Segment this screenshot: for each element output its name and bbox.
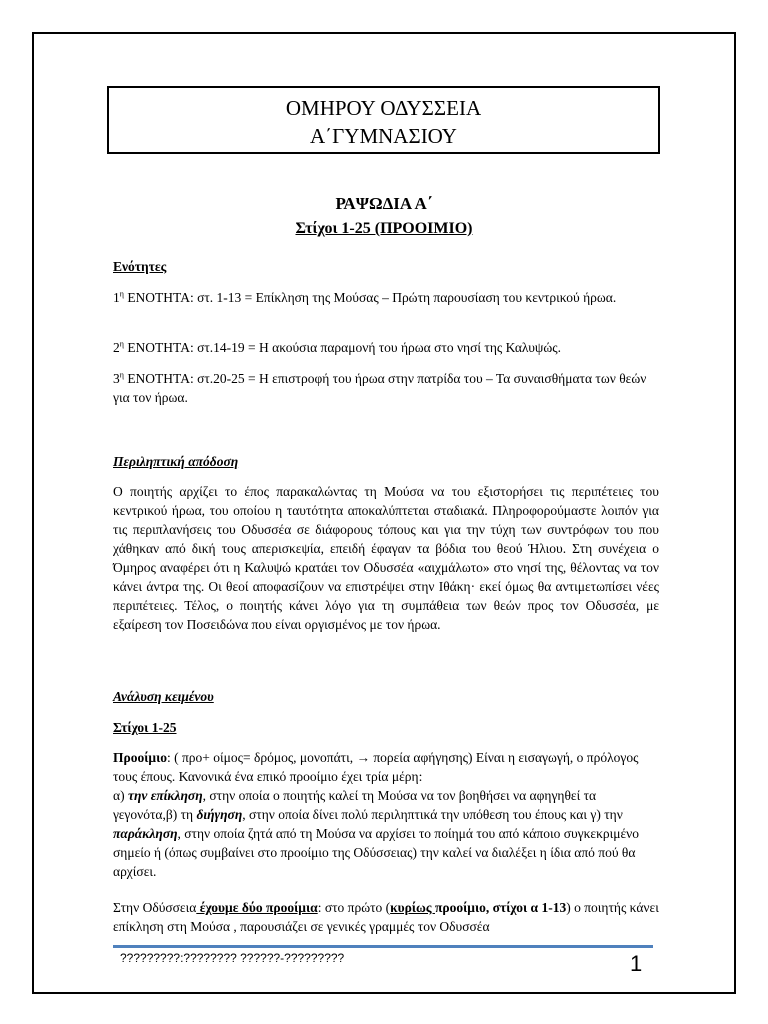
unit-item-2: $2^\eta$ ΕΝΟΤΗΤΑ: στ.14-19 = Η ακούσια παραμονή του ήρωα στο νησί της Καλυψώς. [113, 339, 561, 355]
page-number: 1 [630, 951, 643, 976]
verses-heading: Στίχοι 1-25 [113, 720, 177, 735]
two-prooimia-paragraph: Στην Οδύσσεια έχουμε δύο προοίμια: στο πρώτο (κυρίως προοίμιο, στίχοι α 1-13) ο ποιητής κάνει επίκληση στη Μούσα , παρουσιάζει σε γενικές γραμμές τον Οδυσσέα [113, 900, 659, 934]
footer-divider [113, 945, 653, 948]
rhapsody-title: ΡΑΨΩΔΙΑ Α΄ [335, 194, 433, 213]
prooimio-paragraph: Προοίμιο: ( προ+ οίμος= δρόμος, μονοπάτι, → πορεία αφήγησης) Είναι η εισαγωγή, ο πρόλογος τους έπους. Κανονικά ένα επικό προοίμιο έχει τρία μέρη: α) την επίκληση, στην οποία ο ποιητής καλεί τη Μούσα να τον βοηθήσει να αφηγηθεί τα γεγονότα,β) τη διήγηση, στην οποία δίνει πολύ περιληπτικά την υπόθεση του έπους και γ) την παράκληση, στην οποία ζητά από τη Μούσα να αρχίσει το ποίημά του από κάποιο συγκεκριμένο σημείο ή (όπως συμβαίνει στο προοίμιο της Οδύσσειας) την καλεί να διαλέξει η ίδια από πού θα αρχίσει. [113, 750, 640, 879]
unit-item-3: $3^\eta$ ΕΝΟΤΗΤΑ: στ.20-25 = Η επιστροφή του ήρωα στην πατρίδα του – Τα συναισθήματα των θεών για τον ήρωα. [113, 370, 647, 405]
document-title: ΟΜΗΡΟΥ ΟΔΥΣΣΕΙΑ [285, 96, 482, 120]
units-heading: Ενότητες [113, 259, 167, 274]
term-paraklisi: παράκληση [113, 826, 178, 841]
summary-heading: Περιληπτική απόδοση [113, 454, 239, 469]
summary-paragraph: Ο ποιητής αρχίζει το έπος παρακαλώντας τη Μούσα να του εξιστορήσει τις περιπέτειες του κεντρικού ήρωα, του οποίου η ταυτότητα αποκαλύπτεται σταδιακά. Πληροφορούμαστε λοιπόν για τις περιπλανήσεις του Οδυσσέα σε διάφορους τόπους και για την τύχη των συντρόφων του που χάθηκαν από δική τους απερισκεψία, επειδή έφαγαν τα βόδια του θεού Ήλιου. Στη συνέχεια ο Όμηρος αναφέρει ότι η Καλυψώ κρατάει τον Οδυσσέα «αιχμάλωτο» στο νησί της, θέλοντας να τον κάνει άντρα της. Οι θεοί αποφασίζουν να επιστρέψει στην Ιθάκη· εκεί όμως θα αντιμετωπίσει νέες περιπέτειες. Τέλος, ο ποιητής κάνει λόγο για τη συμπάθεια των θεών προς τον Οδυσσέα, με εξαίρεση τον Ποσειδώνα που είναι οργισμένος με τον ήρωα. [113, 484, 659, 632]
term-digisi: διήγηση [196, 807, 243, 822]
document-subtitle: Α΄ΓΥΜΝΑΣΙΟΥ [310, 124, 457, 148]
unit-item-1: $1^\eta$ ΕΝΟΤΗΤΑ: στ. 1-13 = Επίκληση της Μούσας – Πρώτη παρουσίαση του κεντρικού ήρωα. [113, 289, 617, 305]
title-box [107, 86, 660, 154]
footer-text: ?????????:???????? ??????-????????? [120, 951, 345, 965]
rhapsody-subtitle: Στίχοι 1-25 (ΠΡΟΟΙΜΙΟ) [295, 220, 473, 237]
prooimio-label: Προοίμιο [113, 750, 167, 765]
term-epiklisi: την επίκληση [127, 788, 203, 803]
analysis-heading: Ανάλυση κειμένου [113, 689, 214, 704]
